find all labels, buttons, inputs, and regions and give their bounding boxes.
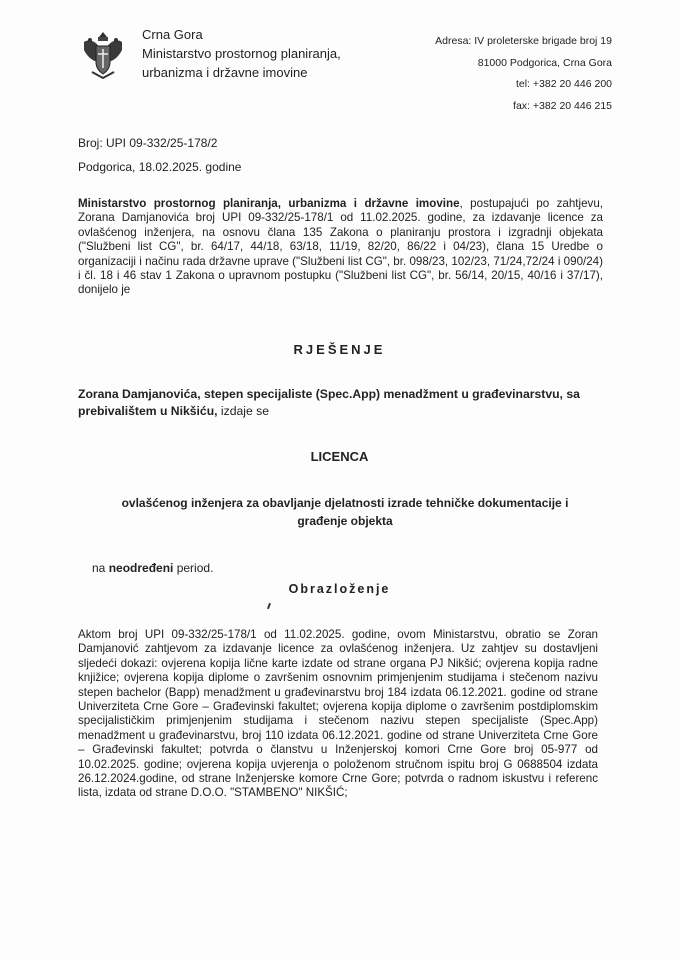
organization-name: [142, 25, 341, 82]
subject-bold: Zorana Damjanovića, stepen specijaliste (Spec.App) menadžment u građevinarstvu, sa prebivalištem u Nikšiću,: [78, 387, 580, 418]
period-prefix: na: [92, 561, 109, 575]
intro-text: , postupajući po zahtjevu, Zorana Damjanovića broj UPI 09-332/25-178/1 od 11.02.2025. godine, za izdavanje licence za ovlašćenog inženjera, na osnovu člana 135 Zakona o planiranju prostora i izgradnji objekata ("Službeni list CG", br. 64/17, 44/18, 63/18, 11/19, 82/20, 86/22 i 04/23), člana 15 Uredbe o organizaciji i načinu rada državne uprave ("Službeni list CG", br. 098/23, 102/23, 71/24,72/24 i 090/24) i čl. 18 i 46 stav 1 Zakona o upravnom postupku ("Službeni list CG", br. 56/14, 20/15, 40/16 i 37/17), donijelo je: [78, 197, 603, 297]
org-line-1: Crna Gora: [142, 27, 203, 42]
period-line: [92, 561, 213, 575]
fax-line: fax: +382 20 446 215: [513, 99, 612, 112]
period-suffix: period.: [173, 561, 214, 575]
reasoning-title: Obrazloženje: [288, 582, 391, 596]
licence-description: ovlašćenog inženjera za obavljanje djelatnosti izrade tehničke dokumentacije i građenje objekta: [121, 496, 569, 528]
address-line: Adresa: IV proleterske brigade broj 19: [435, 35, 612, 47]
tel-line: tel: +382 20 446 200: [515, 78, 612, 90]
subject-paragraph: [78, 386, 603, 420]
subject-text: izdaje se: [217, 404, 270, 418]
intro-bold-lead: Ministarstvo prostornog planiranja, urbanizma i državne imovine: [78, 197, 460, 210]
period-bold: neodređeni: [108, 561, 174, 575]
org-line-3: urbanizma i državne imovine: [142, 65, 308, 80]
intro-paragraph: [78, 197, 603, 298]
reasoning-paragraph: Aktom broj UPI 09-332/25-178/1 od 11.02.2025. godine, ovom Ministarstvu, obratio se Zoran Damjanović zahtjevom za izdavanje licence za ovlašćenog inženjera. Uz zahtjev su dostavljeni sljedeći dokazi: ovjerena kopija lične karte izdate od strane organa PJ Nikšić; ovjerena kopija radne knjižice; ovjerena kopija diplome o završenim osnovnim primjenjenim studijama i stečenom nazivu stepen bachelor (Bapp) menadžment u građevinarstvu broj 184 izdata 06.12.2021. godine od strane Univerziteta Crne Gore – Građevinski fakultet; ovjerena kopija diplome o završenim postdiplomskim specijalističkim primjenjenim studijama i stečenom nazivu stepen specijaliste (Spec.App) menadžment u građevinarstvu, broj 110 izdata 06.12.2021. godine od strane Univerziteta Crne Gore – Građevinski fakultet; potvrda o članstvu u Inženjerskoj komori Crne Gore broj 05-977 od 10.02.2025. godine; ovjerena kopija uvjerenja o položenom stručnom ispitu broj G 0688504 izdata 26.12.2024.godine, od strane Inženjerske komore Crne Gore; potvrda o radnom iskustvu i referenc lista, izdata od strane D.O.O. "STAMBENO" NIKŠIĆ;: [78, 628, 598, 800]
contact-block: [435, 31, 612, 117]
org-line-2: Ministarstvo prostornog planiranja,: [142, 46, 341, 61]
coat-of-arms-icon: [80, 28, 126, 80]
decision-title: RJEŠENJE: [293, 342, 386, 357]
place-date: Podgorica, 18.02.2025. godine: [78, 160, 242, 174]
reference-number: Broj: UPI 09-332/25-178/2: [78, 136, 218, 150]
city-line: 81000 Podgorica, Crna Gora: [477, 56, 612, 69]
licence-title: LICENCA: [310, 449, 369, 464]
ink-mark: [267, 603, 271, 609]
